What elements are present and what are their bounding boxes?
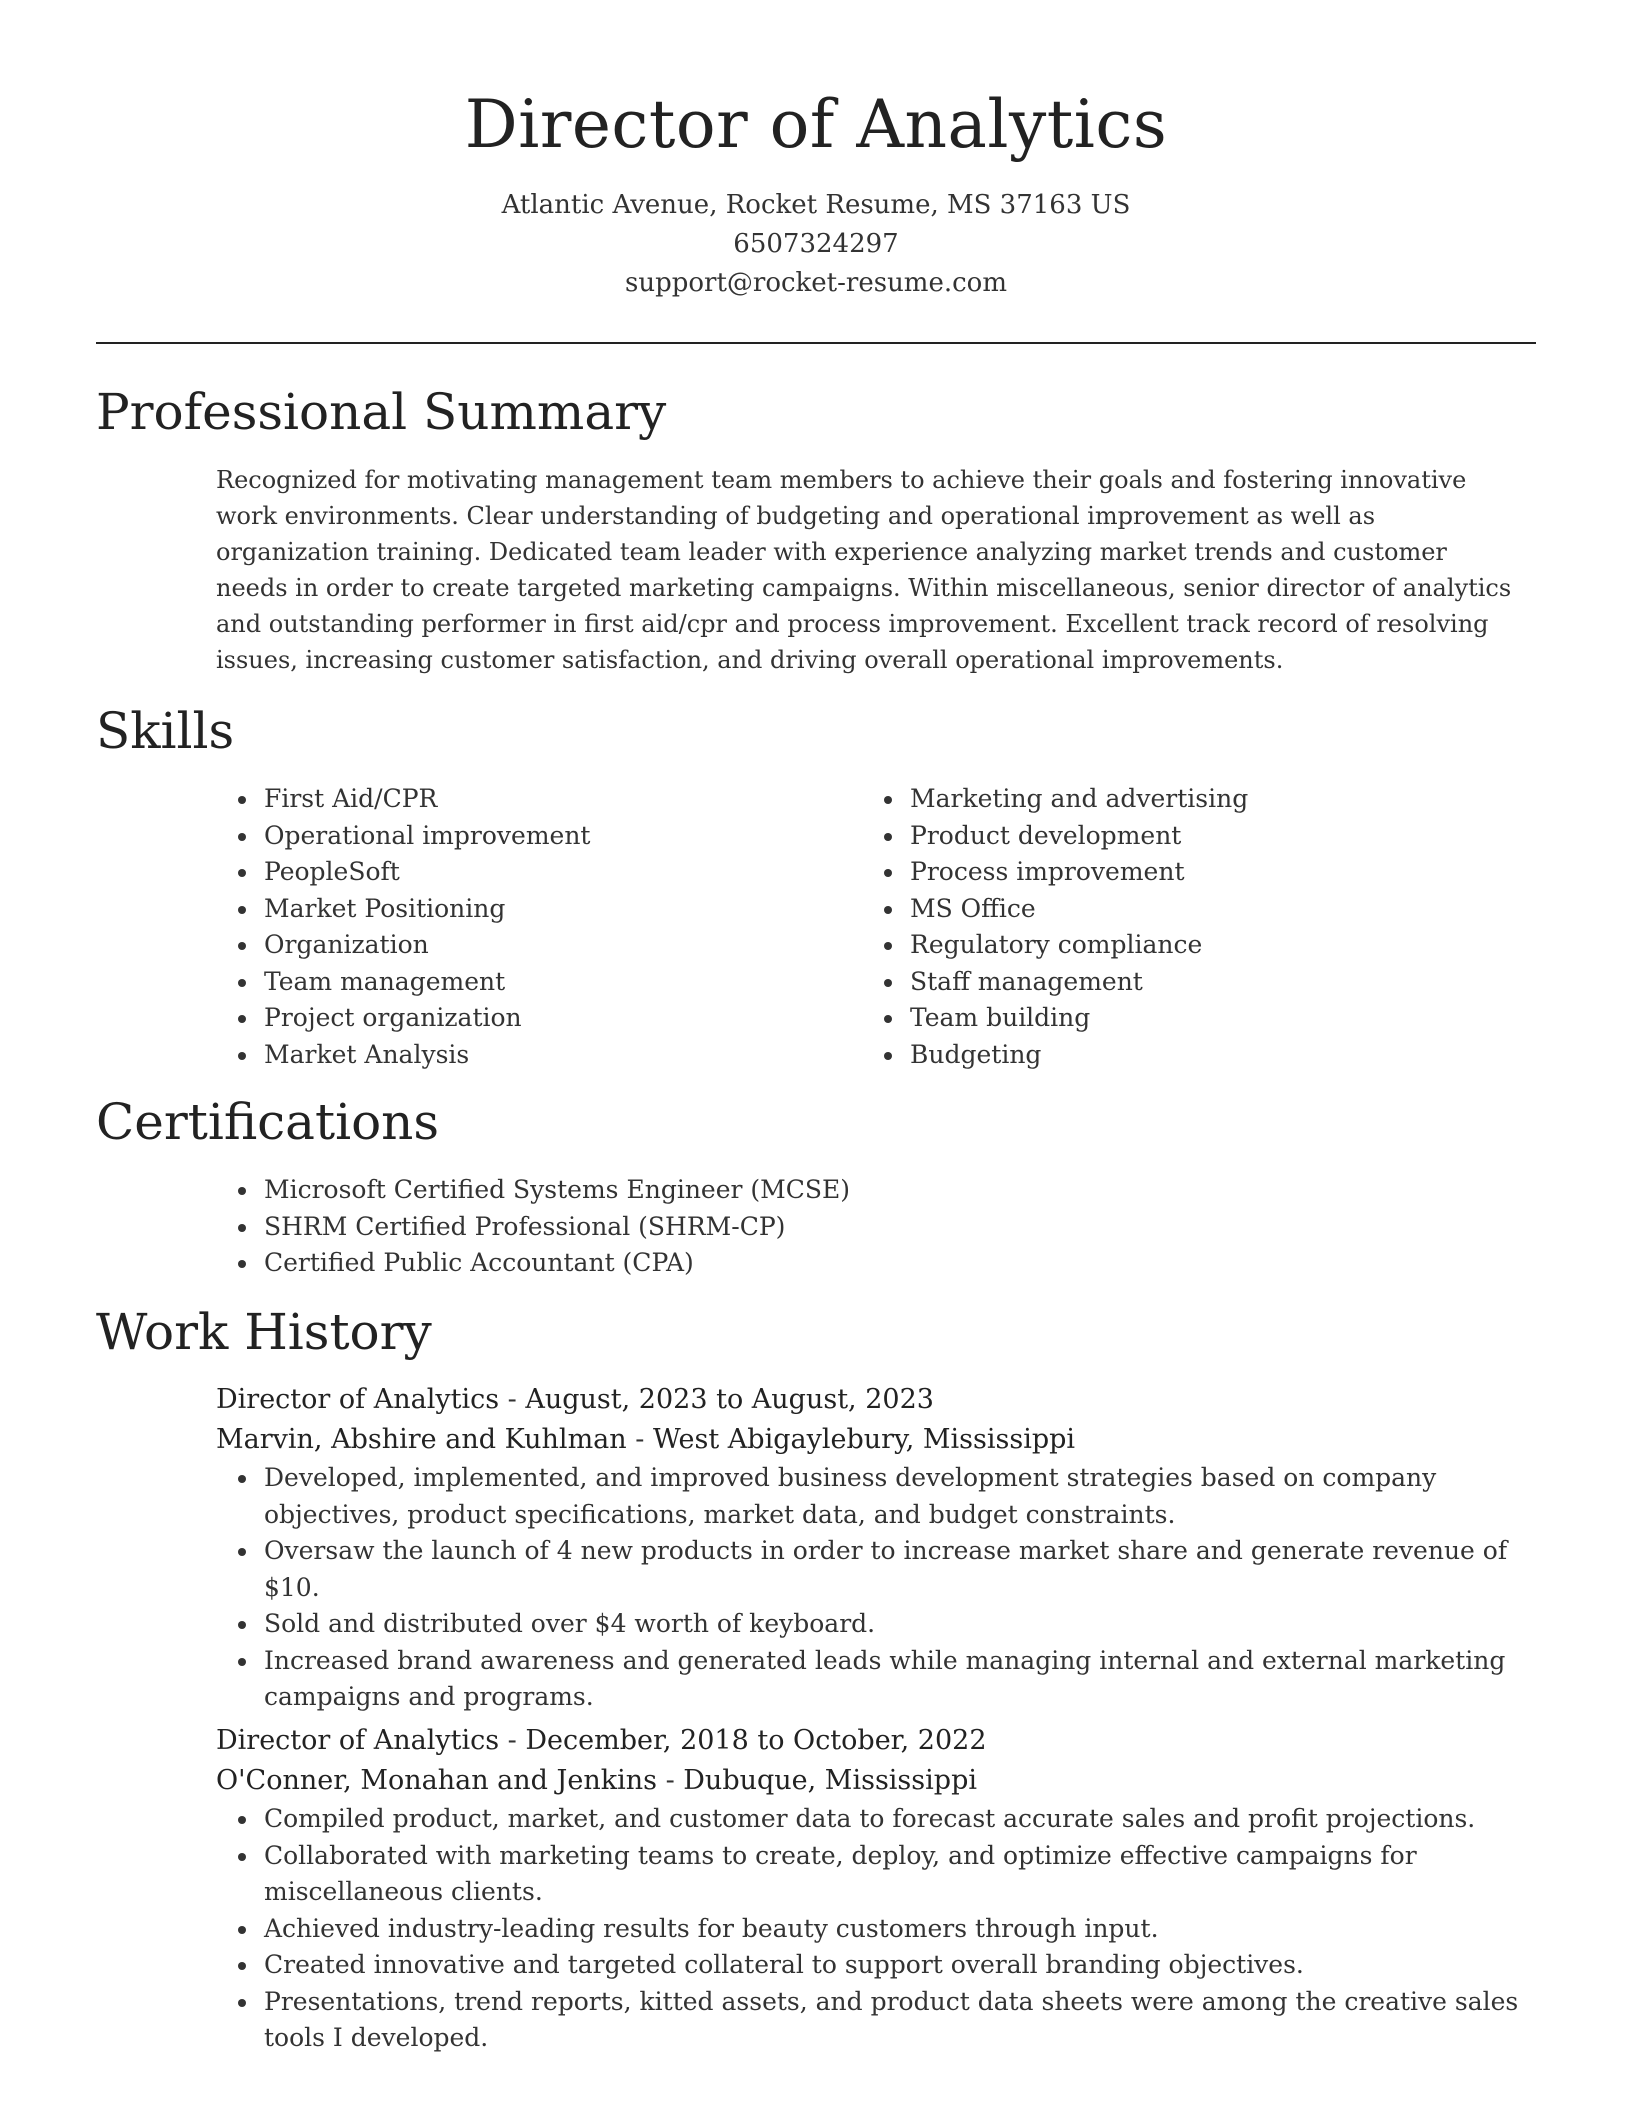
job-role: Director of Analytics bbox=[216, 1725, 500, 1756]
skills-list-left bbox=[216, 781, 856, 1073]
job-location: West Abigaylebury, Mississippi bbox=[652, 1424, 1076, 1455]
list-item: • Team management bbox=[260, 964, 856, 1001]
contact-info bbox=[0, 186, 1632, 303]
summary-heading: Professional Summary bbox=[96, 383, 667, 441]
list-item: • Project organization bbox=[260, 1000, 856, 1037]
job-title-line: Director of Analytics - December, 2018 to October, 2022 bbox=[216, 1725, 987, 1756]
job-company-line: O'Conner, Monahan and Jenkins - Dubuque, Mississippi bbox=[216, 1765, 977, 1796]
list-item: • Staff management bbox=[906, 964, 1502, 1001]
list-item: • PeopleSoft bbox=[260, 854, 856, 891]
list-item: • MS Office bbox=[906, 891, 1502, 928]
list-item: • Created innovative and targeted collateral to support overall branding objectives. bbox=[260, 1947, 1536, 1984]
list-item: • Operational improvement bbox=[260, 818, 856, 855]
list-item: • Achieved industry-leading results for beauty customers through input. bbox=[260, 1911, 1536, 1948]
job-bullets bbox=[216, 1460, 1536, 1716]
job-company: Marvin, Abshire and Kuhlman bbox=[216, 1424, 627, 1455]
list-item: • Budgeting bbox=[906, 1037, 1502, 1074]
job-entry bbox=[216, 1380, 1536, 1716]
list-item: • Organization bbox=[260, 927, 856, 964]
header-divider bbox=[96, 342, 1536, 344]
certifications-list bbox=[216, 1172, 1536, 1282]
phone-text: 6507324297 bbox=[733, 229, 899, 259]
email-text: support@rocket-resume.com bbox=[624, 268, 1007, 298]
certifications-heading: Certifications bbox=[96, 1093, 440, 1151]
list-item: • Developed, implemented, and improved business development strategies based on company objectives, product specifications, market data, and budget constraints. bbox=[260, 1460, 1536, 1533]
job-location: Dubuque, Mississippi bbox=[683, 1765, 977, 1796]
skills-column-left bbox=[216, 781, 856, 1073]
job-bullets bbox=[216, 1801, 1536, 2057]
skills-heading: Skills bbox=[96, 702, 235, 760]
list-item: • Microsoft Certified Systems Engineer (MCSE) bbox=[260, 1172, 1536, 1209]
list-item: • Collaborated with marketing teams to create, deploy, and optimize effective campaigns for miscellaneous clients. bbox=[260, 1838, 1536, 1911]
job-company: O'Conner, Monahan and Jenkins bbox=[216, 1765, 657, 1796]
list-item: • Process improvement bbox=[906, 854, 1502, 891]
job-dates: December, 2018 to October, 2022 bbox=[525, 1725, 987, 1756]
list-item: • First Aid/CPR bbox=[260, 781, 856, 818]
list-item: • Market Positioning bbox=[260, 891, 856, 928]
list-item: • Certified Public Accountant (CPA) bbox=[260, 1245, 1536, 1282]
list-item: • Oversaw the launch of 4 new products in order to increase market share and generate revenue of $10. bbox=[260, 1533, 1536, 1606]
list-item: • Regulatory compliance bbox=[906, 927, 1502, 964]
job-company-line: Marvin, Abshire and Kuhlman - West Abigaylebury, Mississippi bbox=[216, 1424, 1076, 1455]
list-item: • Product development bbox=[906, 818, 1502, 855]
list-item: • Team building bbox=[906, 1000, 1502, 1037]
work-history-heading: Work History bbox=[96, 1303, 432, 1361]
resume-header bbox=[0, 0, 1632, 303]
job-dates: August, 2023 to August, 2023 bbox=[525, 1384, 934, 1415]
address-text: Atlantic Avenue, Rocket Resume, MS 37163 US bbox=[501, 190, 1131, 220]
list-item: • Presentations, trend reports, kitted assets, and product data sheets were among the creative sales tools I developed. bbox=[260, 1984, 1536, 2057]
skills-column-right bbox=[862, 781, 1502, 1073]
summary-text: Recognized for motivating management team members to achieve their goals and fostering innovative work environments. Clear understanding of budgeting and operational improvement as well as organization training. Dedicated team leader with experience analyzing market trends and customer needs in order to create targeted marketing campaigns. Within miscellaneous, senior director of analytics and outstanding performer in first aid/cpr and process improvement. Excellent track record of resolving issues, increasing customer satisfaction, and driving overall operational improvements. bbox=[216, 466, 1512, 674]
certifications-block bbox=[216, 1172, 1536, 1282]
job-title-line: Director of Analytics - August, 2023 to August, 2023 bbox=[216, 1384, 934, 1415]
list-item: • Marketing and advertising bbox=[906, 781, 1502, 818]
list-item: • Compiled product, market, and customer data to forecast accurate sales and profit projections. bbox=[260, 1801, 1536, 1838]
candidate-name: Director of Analytics bbox=[464, 86, 1168, 163]
list-item: • Sold and distributed over $4 worth of keyboard. bbox=[260, 1606, 1536, 1643]
job-role: Director of Analytics bbox=[216, 1384, 500, 1415]
list-item: • Increased brand awareness and generated leads while managing internal and external marketing campaigns and programs. bbox=[260, 1643, 1536, 1716]
job-entry bbox=[216, 1721, 1536, 2057]
list-item: • Market Analysis bbox=[260, 1037, 856, 1074]
list-item: • SHRM Certified Professional (SHRM-CP) bbox=[260, 1209, 1536, 1246]
skills-list-right bbox=[862, 781, 1502, 1073]
